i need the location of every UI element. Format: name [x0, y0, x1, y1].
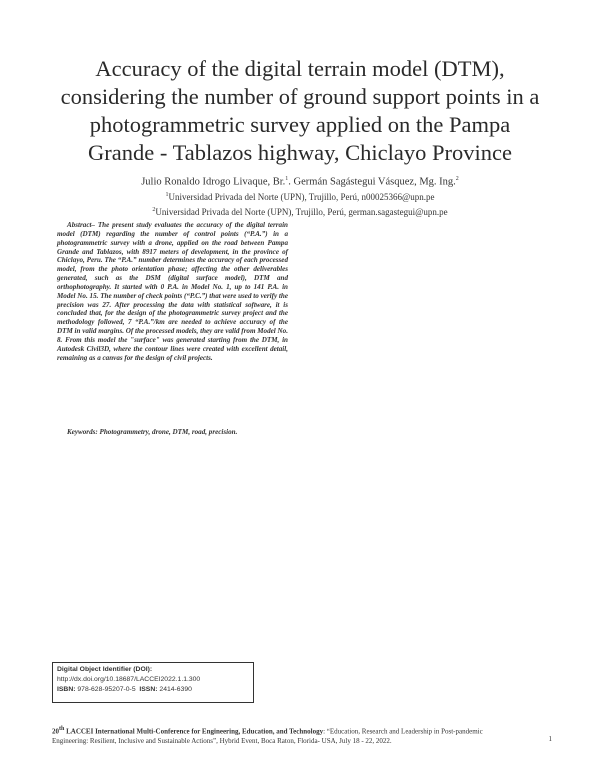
- title-line: Accuracy of the digital terrain model (DTM),: [95, 56, 505, 81]
- doi-box: [52, 662, 254, 703]
- keywords: Keywords: Photogrammetry, drone, DTM, road, precision.: [67, 428, 238, 436]
- affiliation-1: $^1$Universidad Privada del Norte (UPN), Trujillo, Perú, n00025366@upn.pe: [165, 191, 435, 202]
- author-block: [60, 173, 540, 219]
- affiliation-2: $^2$Universidad Privada del Norte (UPN), Trujillo, Perú, german.sagastegui@upn.pe: [152, 206, 448, 217]
- doi-label: Digital Object Identifier (DOI):: [57, 666, 153, 673]
- title-line: photogrammetric survey applied on the Pampa: [89, 112, 511, 137]
- footer-line-1: 20th LACCEI International Multi-Conference for Engineering, Education, and Technology: “Education, Research and Leadership in Post-pandemic: [52, 726, 483, 736]
- author-names: Julio Ronaldo Idrogo Livaque, Br.$^1$. Germán Sagástegui Vásquez, Mg. Ing.$^2$: [141, 176, 459, 188]
- footer-line-2: Engineering: Resilient, Inclusive and Sustainable Actions”, Hybrid Event, Boca Raton, Florida- USA, July 18 - 22, 2022.: [52, 737, 392, 746]
- paper-title: [40, 55, 560, 167]
- abstract: Abstract– The present study evaluates the accuracy of the digital terrain model (DTM) regarding the number of control points (“P.A.”) in a photogrammetric survey with a drone, applied on the road between Pampa Grande and Tablazos, with 8917 meters of development, in the province of Chiclayo, Peru. The “P.A.” number determines the accuracy of each processed model, from the photo orientation phase; affecting the other deliverables generated, such as the DSM (digital surface model), DTM and orthophotography. It started with 0 P.A. in Model No. 1, up to 141 P.A. in Model No. 15. The number of check points (“P.C.”) that were used to verify the precision was 27. After processing the data with statistical software, it is concluded that, for the design of the photogrammetric survey project and the methodology followed, 7 “P.A.”/km are needed to achieve accuracy of the DTM in valid margins. Of the processed models, they are valid from Model No. 8. From this model the "surface" was generated starting from the DTM, in Autodesk Civil3D, where the contour lines were created with excellent detail, remaining as a canvas for the design of civil projects.: [57, 221, 288, 362]
- doi-link[interactable]: http://dx.doi.org/10.18687/LACCEI2022.1.1.300: [57, 676, 201, 683]
- isbn-issn: ISBN: 978-628-95207-0-5 ISSN: 2414-6390: [57, 686, 192, 693]
- title-line: Grande - Tablazos highway, Chiclayo Province: [88, 140, 512, 165]
- page-number: 1: [548, 735, 552, 743]
- title-line: considering the number of ground support points in a: [60, 84, 540, 109]
- page-footer: [52, 724, 552, 746]
